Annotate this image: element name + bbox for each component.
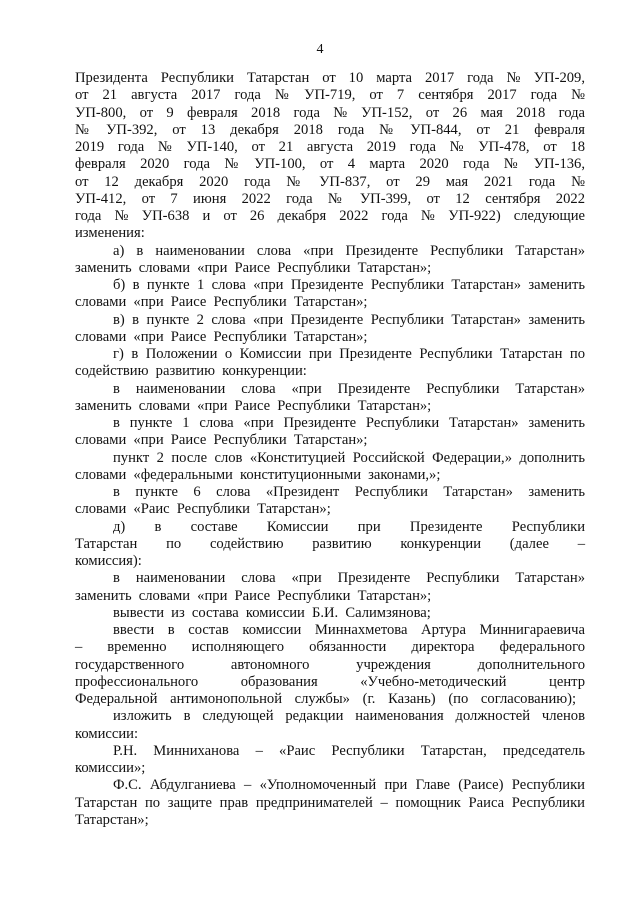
- paragraph-item-d-positions: изложить в следующей редакции наименования должностей членов комиссии:: [75, 708, 585, 742]
- paragraph-item-g-name: в наименовании слова «при Президенте Республики Татарстан» заменить словами «при Раисе Республики Татарстан»;: [75, 380, 585, 414]
- paragraph-item-g: г) в Положении о Комиссии при Президенте Республики Татарстан по содействию развитию конкуренции:: [75, 346, 585, 380]
- paragraph-item-g-point-1: в пункте 1 слова «при Президенте Республики Татарстан» заменить словами «при Раисе Республики Татарстан»;: [75, 415, 585, 449]
- paragraph-member-minnikhanov: Р.Н. Минниханова – «Раис Республики Татарстан, председатель комиссии»;: [75, 742, 585, 776]
- paragraph-decree-list: Президента Республики Татарстан от 10 марта 2017 года № УП-209, от 21 августа 2017 года № УП-719, от 7 сентября 2017 года № УП-800, от 9 февраля 2018 года № УП-152, от 26 мая 2018 года № УП-392, от 13 декабря 2018 года № УП-844, от 21 февраля 2019 года № УП-140, от 21 августа 2019 года № УП-478, от 18 февраля 2020 года № УП-100, от 4 марта 2020 года № УП-136, от 12 декабря 2020 года № УП-837, от 29 мая 2021 года № УП-412, от 7 июня 2022 года № УП-399, от 12 сентября 2022 года № УП-638 и от 26 декабря 2022 года № УП-922) следующие изменения:: [75, 70, 585, 242]
- paragraph-item-d-add-member: ввести в состав комиссии Миннахметова Артура Миннигараевича – временно исполняющего обязанности директора федерального государственного автономного учреждения дополнительного профессионального образования «Учебно-методический центр Федеральной антимонопольной службы» (г. Казань) (по согласованию);: [75, 622, 585, 707]
- paragraph-member-abdulganiev: Ф.С. Абдулганиева – «Уполномоченный при Главе (Раисе) Республики Татарстан по защите прав предпринимателей – помощник Раиса Республики Татарстан»;: [75, 777, 585, 828]
- paragraph-item-v: в) в пункте 2 слова «при Президенте Республики Татарстан» заменить словами «при Раисе Республики Татарстан»;: [75, 311, 585, 345]
- paragraph-item-d: д) в составе Комиссии при Президенте Республики Татарстан по содействию развитию конкуренции (далее – комиссия):: [75, 518, 585, 569]
- paragraph-item-d-name: в наименовании слова «при Президенте Республики Татарстан» заменить словами «при Раисе Республики Татарстан»;: [75, 570, 585, 604]
- paragraph-item-g-point-2: пункт 2 после слов «Конституцией Российской Федерации,» дополнить словами «федеральными конституционными законами,»;: [75, 449, 585, 483]
- paragraph-item-b: б) в пункте 1 слова «при Президенте Республики Татарстан» заменить словами «при Раисе Республики Татарстан»;: [75, 277, 585, 311]
- document-body: [75, 70, 585, 829]
- page-number: 4: [316, 42, 324, 57]
- paragraph-item-g-point-6: в пункте 6 слова «Президент Республики Татарстан» заменить словами «Раис Республики Татарстан»;: [75, 484, 585, 518]
- paragraph-item-a: а) в наименовании слова «при Президенте Республики Татарстан» заменить словами «при Раисе Республики Татарстан»;: [75, 242, 585, 276]
- paragraph-item-d-remove-member: вывести из состава комиссии Б.И. Салимзянова;: [113, 604, 431, 621]
